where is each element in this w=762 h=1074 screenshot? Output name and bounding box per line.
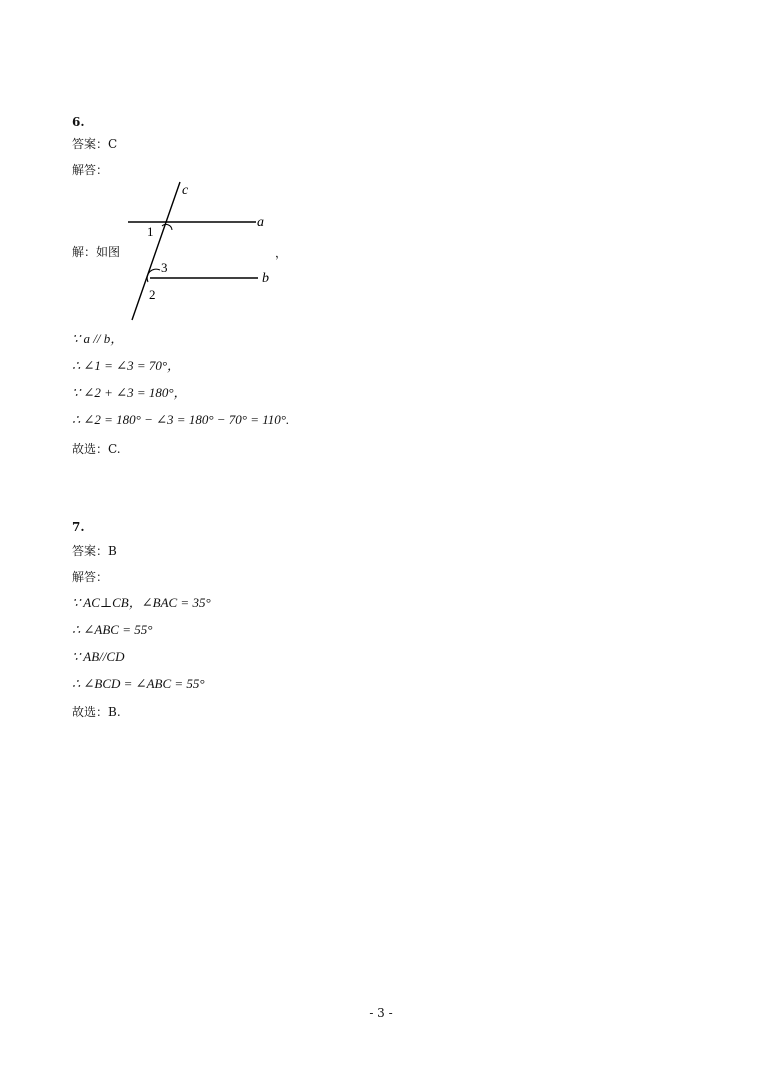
- q6-conclusion: 故选：C.: [72, 442, 121, 456]
- q6-number: 6.: [72, 115, 85, 129]
- q7-step-2: ∴ ∠ABC = 55°: [72, 622, 153, 637]
- label-a: a: [257, 215, 264, 230]
- q7-conclusion: 故选：B.: [72, 705, 121, 719]
- label-angle3: 3: [161, 260, 168, 275]
- q6-after-figure: ，: [275, 246, 288, 260]
- label-angle1: 1: [147, 224, 154, 239]
- label-b: b: [262, 271, 269, 286]
- q7-step-4: ∴ ∠BCD = ∠ABC = 55°: [72, 676, 205, 691]
- q6-step-1: ∵ a // b，: [72, 331, 124, 346]
- q6-intro: 解：如图: [72, 245, 121, 259]
- q7-step-3: ∵ AB//CD: [72, 649, 125, 664]
- parallel-lines-figure: [120, 178, 280, 324]
- label-angle2: 2: [149, 287, 156, 302]
- q6-step-2: ∴ ∠1 = ∠3 = 70°，: [72, 358, 181, 373]
- q6-solution-label: 解答：: [72, 163, 109, 177]
- line-c: [132, 182, 180, 320]
- page-number: - 3 -: [369, 1006, 393, 1020]
- q7-number: 7.: [72, 520, 85, 534]
- q6-step-3: ∵ ∠2 + ∠3 = 180°，: [72, 385, 187, 400]
- q7-step-1: ∵ AC⊥CB，∠BAC = 35°: [72, 595, 211, 610]
- q7-answer: 答案：B: [72, 544, 117, 558]
- q6-step-4: ∴ ∠2 = 180° − ∠3 = 180° − 70° = 110°.: [72, 412, 290, 427]
- label-c: c: [182, 183, 189, 198]
- q6-answer: 答案：C: [72, 137, 118, 151]
- q7-solution-label: 解答：: [72, 570, 109, 584]
